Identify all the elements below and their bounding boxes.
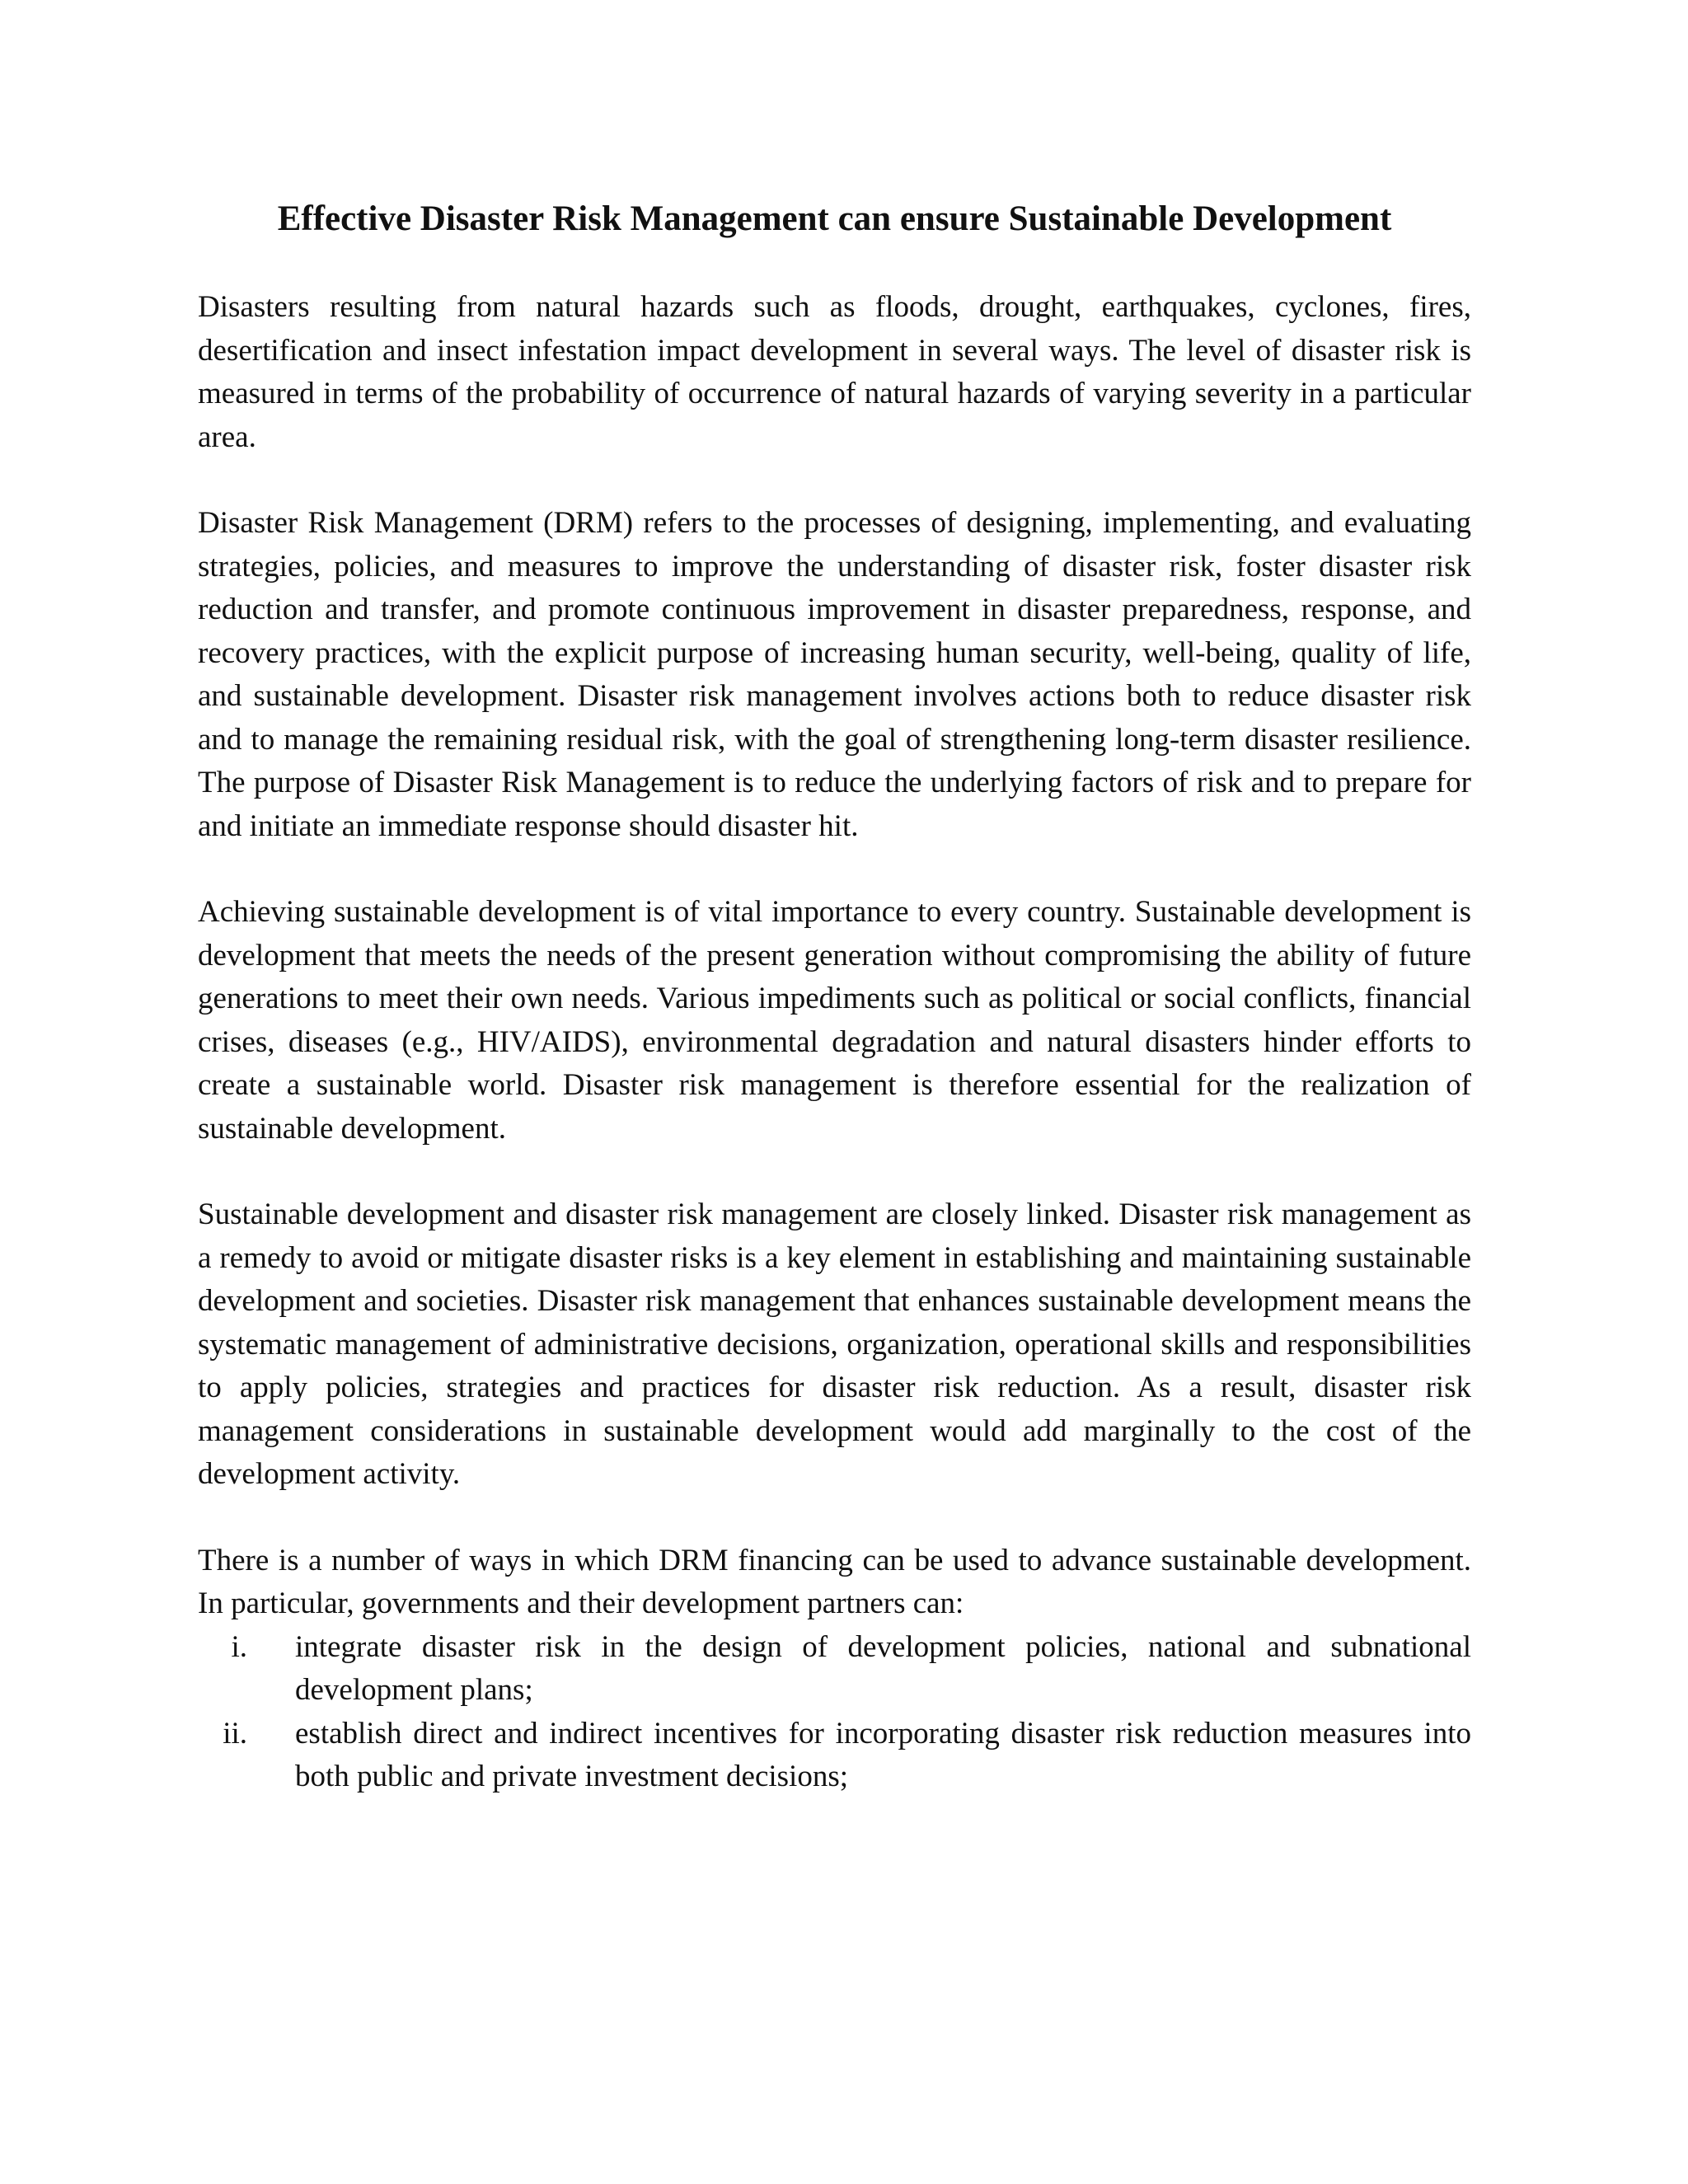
paragraph-drm-financing: There is a number of ways in which DRM financing can be used to advance sustainable development. In particular, governments and their development partners can: [198, 1543, 1471, 1620]
list-item-text: integrate disaster risk in the design of development policies, national and subnational development plans; [295, 1629, 1471, 1707]
list-item [198, 1626, 1471, 1713]
paragraph-drm-definition: Disaster Risk Management (DRM) refers to the processes of designing, implementing, and evaluating strategies, policies, and measures to improve the understanding of disaster risk, foster disaster risk reduction and transfer, and promote continuous improvement in disaster preparedness, response, and recovery practices, with the explicit purpose of increasing human security, well-being, quality of life, and sustainable development. Disaster risk management involves actions both to reduce disaster risk and to manage the remaining residual risk, with the goal of strengthening long-term disaster resilience. The purpose of Disaster Risk Management is to reduce the underlying factors of risk and to prepare for and initiate an immediate response should disaster hit. [198, 506, 1471, 843]
list-item [198, 1713, 1471, 1799]
paragraph-disasters: Disasters resulting from natural hazards such as floods, drought, earthquakes, cyclones, fires, desertification and insect infestation impact development in several ways. The level of disaster risk is measured in terms of the probability of occurrence of natural hazards of varying severity in a particular area. [198, 290, 1471, 454]
list-marker: i. [231, 1629, 247, 1664]
document-page [198, 198, 1471, 1799]
numbered-list [198, 1626, 1471, 1799]
list-item-text: establish direct and indirect incentives for incorporating disaster risk reduction measures into both public and private investment decisions; [295, 1716, 1471, 1793]
paragraph-sustainable-development: Achieving sustainable development is of vital importance to every country. Sustainable development is development that meets the needs of the present generation without compromising the ability of future generations to meet their own needs. Various impediments such as political or social conflicts, financial crises, diseases (e.g., HIV/AIDS), environmental degradation and natural disasters hinder efforts to create a sustainable world. Disaster risk management is therefore essential for the realization of sustainable development. [198, 895, 1471, 1146]
paragraph-linkage: Sustainable development and disaster risk management are closely linked. Disaster risk management as a remedy to avoid or mitigate disaster risks is a key element in establishing and maintaining sustainable development and societies. Disaster risk management that enhances sustainable development means the systematic management of administrative decisions, organization, operational skills and responsibilities to apply policies, strategies and practices for disaster risk reduction. As a result, disaster risk management considerations in sustainable development would add marginally to the cost of the development activity. [198, 1197, 1471, 1491]
document-title: Effective Disaster Risk Management can ensure Sustainable Development [277, 199, 1392, 238]
list-marker: ii. [223, 1716, 247, 1750]
